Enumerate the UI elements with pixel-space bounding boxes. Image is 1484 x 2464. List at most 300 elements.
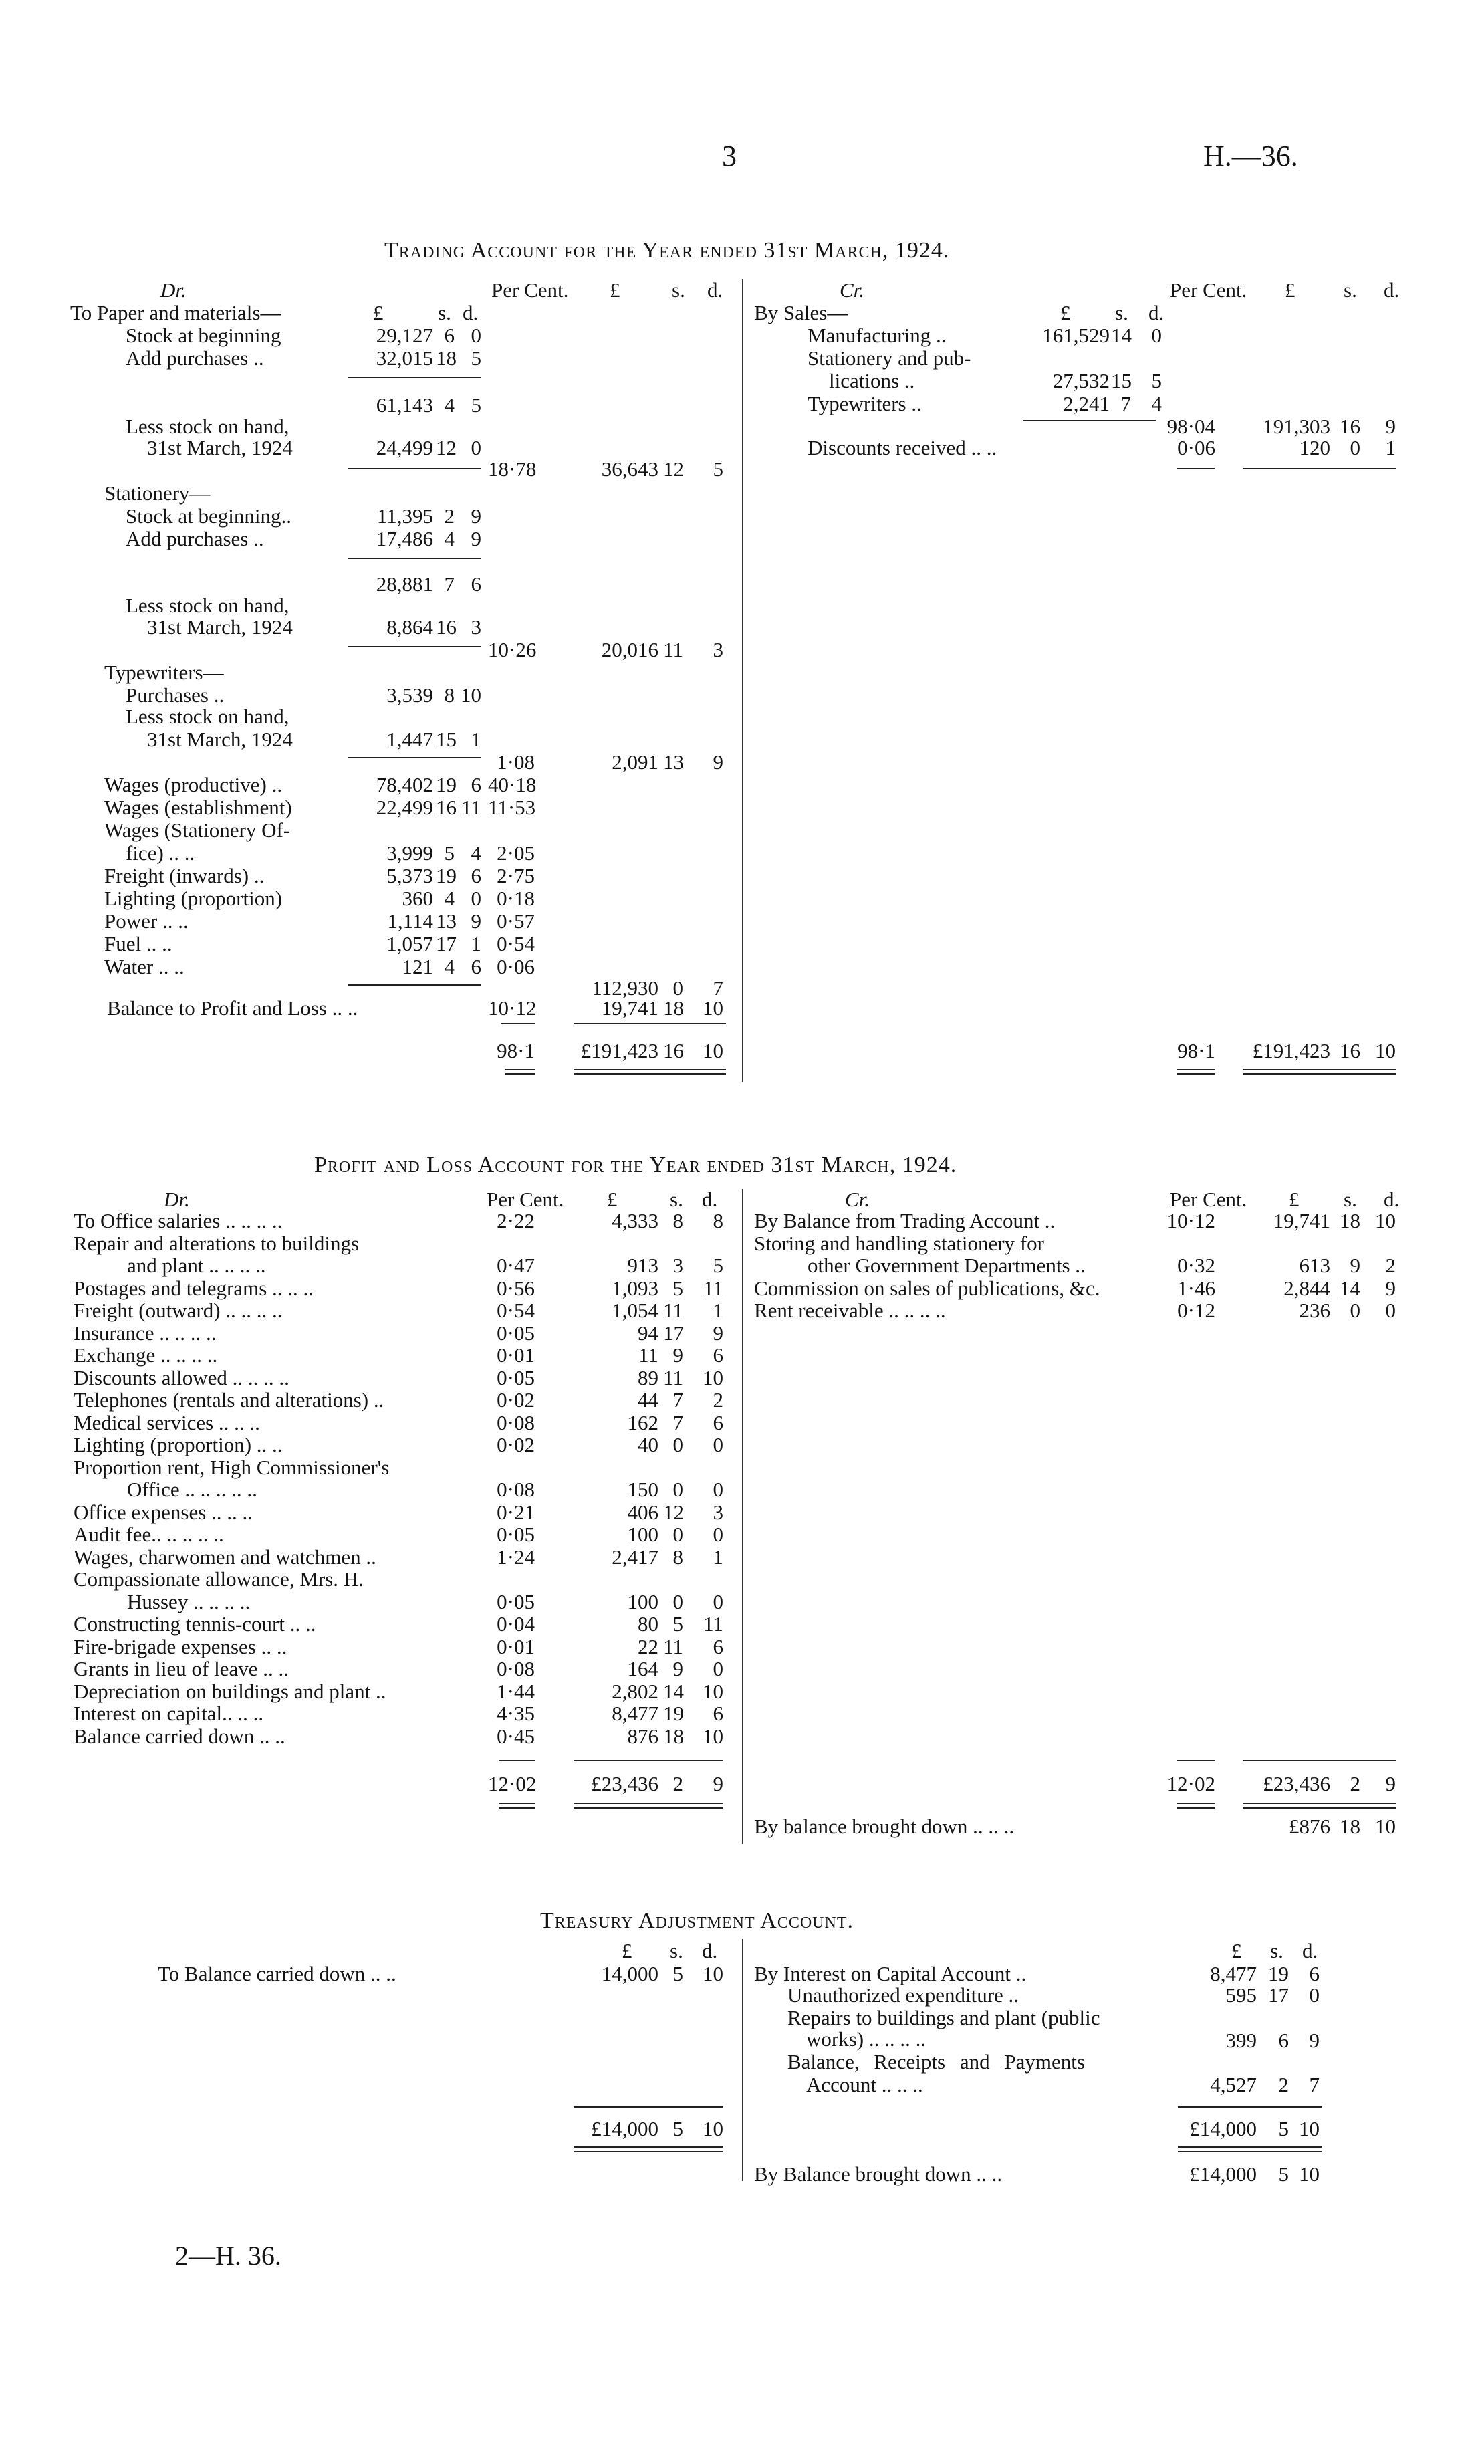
amount: 7 [444,572,455,596]
double-rule [1177,1803,1215,1809]
amount: £876 [1289,1815,1330,1838]
per-cent: 0·57 [497,909,535,933]
amount: 8,477 [1210,1962,1257,1985]
rule [501,1023,535,1024]
amount: 11 [663,1299,683,1322]
account-line-label-cont: Hussey .. .. .. .. [127,1589,251,1613]
amount: 80 [638,1612,658,1636]
amount: 6 [713,1634,723,1658]
amount: 2,417 [612,1545,658,1569]
per-cent: 98·04 [1166,415,1215,438]
shilling-header: s. [672,278,685,302]
sub-pound-header: £ [373,301,384,324]
amount: 161,529 [1042,324,1110,347]
amount: 17 [1268,1983,1289,2007]
total-amount: 5 [672,2117,683,2140]
amount: 16 [1340,415,1360,438]
amount: 1 [1385,436,1396,459]
per-cent: 1·46 [1177,1276,1215,1300]
amount: 0 [1350,1299,1360,1322]
sub-pence-header: d. [1148,301,1164,324]
amount: 14 [663,1679,684,1703]
account-line-label: To Office salaries .. .. .. .. [74,1209,283,1232]
power-label: Power .. .. [104,909,189,933]
amount: 8,864 [386,615,433,639]
amount: 94 [638,1321,658,1345]
amount: 0 [713,1589,723,1613]
per-cent-header: Per Cent. [487,1188,564,1211]
per-cent-header: Per Cent. [491,278,569,302]
amount: 29,127 [376,324,433,347]
amount: 164 [627,1657,658,1680]
amount: 0 [672,1523,683,1546]
per-cent: 0·01 [497,1634,535,1658]
amount: 2,091 [612,750,658,774]
interest-on-capital-label: By Interest on Capital Account .. [754,1962,1027,1985]
account-line-label: Lighting (proportion) .. .. [74,1433,283,1456]
amount: 5 [672,1276,683,1300]
amount: 0 [1151,324,1162,347]
pence-header: d. [1384,278,1400,302]
amount: 10 [1375,1815,1396,1838]
amount: 1 [471,727,481,751]
account-line-label: Exchange .. .. .. .. [74,1343,218,1367]
amount: 1,054 [612,1299,658,1322]
less-stock-date: 31st March, 1924 [147,727,293,751]
amount: 0 [1309,1983,1320,2007]
amount: 19 [436,864,457,887]
total-amount: 10 [703,1039,723,1062]
treasury-divider [742,1939,743,2181]
rule [1243,1760,1396,1761]
amount: 61,143 [376,393,433,417]
per-cent: 0·45 [497,1724,535,1748]
rule [348,757,481,758]
amount: 12 [663,457,684,481]
amount: 3 [713,638,723,661]
account-line-label: Medical services .. .. .. [74,1410,260,1434]
page-signature: 2—H. 36. [175,2241,281,2271]
account-line-label: Repair and alterations to buildings [74,1231,360,1255]
amount: 2,844 [1283,1276,1330,1300]
amount: 17,486 [376,527,433,550]
per-cent: 4·35 [497,1702,535,1725]
per-cent: 0·06 [497,955,535,978]
add-purchases-label: Add purchases .. [126,346,264,370]
amount: 9 [471,504,481,528]
amount: 19 [1268,1962,1289,1985]
sub-shilling-header: s. [438,301,451,324]
rule [1178,2106,1322,2108]
total-amount: £23,436 [1263,1772,1330,1795]
amount: 2 [1385,1254,1396,1277]
paper-materials-heading: To Paper and materials— [70,301,281,324]
amount: 11 [703,1612,723,1636]
document-reference: H.—36. [1203,140,1298,173]
pence-header: d. [1302,1939,1318,1963]
amount: 150 [627,1478,658,1501]
account-line-label-cont: other Government Departments .. [808,1254,1086,1277]
unauthorized-expenditure-label: Unauthorized expenditure .. [787,1983,1019,2007]
per-cent: 2·22 [497,1209,535,1232]
amount: 8 [672,1545,683,1569]
amount: 4 [444,393,455,417]
amount: 0 [672,1433,683,1456]
amount: 5 [713,457,723,481]
rule [1023,420,1156,421]
amount: 2,241 [1063,392,1110,415]
stationery-stock-begin: Stock at beginning.. [126,504,291,528]
per-cent: 2·75 [497,864,535,887]
rule [348,646,481,647]
sales-manufacturing: Manufacturing .. [808,324,947,347]
amount: 7 [713,976,723,1000]
total-amount: 10 [1299,2117,1320,2140]
amount: 1,447 [386,727,433,751]
rule [1177,468,1215,469]
profit-loss-divider [742,1189,743,1844]
per-cent: 0·08 [497,1657,535,1680]
per-cent: 10·12 [1166,1209,1215,1232]
amount: 9 [713,1321,723,1345]
amount: 2 [1278,2073,1289,2096]
per-cent: 1·24 [497,1545,535,1569]
pound-header: £ [622,1939,632,1963]
total-amount: 10 [703,2117,723,2140]
amount: 2 [444,504,455,528]
amount: 18 [1340,1209,1360,1232]
amount: 0 [713,1478,723,1501]
rule [499,1760,535,1761]
treasury-title: Treasury Adjustment Account. [540,1908,854,1933]
amount: 13 [663,750,684,774]
amount: 10 [1375,1209,1396,1232]
double-rule [1243,1803,1396,1809]
account-line-label: Insurance .. .. .. .. [74,1321,217,1345]
amount: 6 [471,572,481,596]
amount: 8 [672,1209,683,1232]
shilling-header: s. [1344,1188,1357,1211]
amount: 120 [1299,436,1330,459]
amount: 36,643 [601,457,658,481]
amount: 913 [627,1254,658,1277]
pence-header: d. [702,1939,718,1963]
amount: 18 [663,1724,684,1748]
shilling-header: s. [1270,1939,1283,1963]
stationery-heading: Stationery— [104,481,211,505]
amount: 11 [703,1276,723,1300]
total-amount: 10 [1375,1039,1396,1062]
amount: 7 [1120,392,1131,415]
account-line-label-cont: Office .. .. .. .. .. [127,1478,257,1501]
balance-receipts-payments-label: Balance, Receipts and Payments [787,2050,1085,2074]
amount: 399 [1225,2029,1257,2052]
sales-stationery: Stationery and pub- [808,346,971,370]
amount: 9 [1309,2029,1320,2052]
fuel-label: Fuel .. .. [104,932,172,956]
less-stock-label: Less stock on hand, [126,415,289,438]
amount: 11 [663,1634,683,1658]
amount: 4 [444,955,455,978]
amount: 6 [1278,2029,1289,2052]
repairs-label: Repairs to buildings and plant (public [787,2006,1100,2029]
amount: 5 [471,393,481,417]
pence-header: d. [702,1188,718,1211]
amount: 10 [1299,2162,1320,2186]
amount: 0 [471,324,481,347]
amount: 15 [436,727,457,751]
amount: 5 [672,1612,683,1636]
amount: 19,741 [1273,1209,1330,1232]
shilling-header: s. [670,1939,683,1963]
per-cent: 0·02 [497,1388,535,1412]
account-line-label: Postages and telegrams .. .. .. [74,1276,314,1300]
total-amount: 16 [1340,1039,1360,1062]
amount: 1,114 [387,909,433,933]
amount: 6 [471,864,481,887]
per-cent: 10·12 [488,996,537,1020]
cr-label: Cr. [840,278,865,302]
amount: 8,477 [612,1702,658,1725]
per-cent: 1·08 [497,750,535,774]
per-cent: 0·06 [1177,436,1215,459]
amount: 32,015 [376,346,433,370]
total-amount: £14,000 [591,2117,658,2140]
amount: 44 [638,1388,658,1412]
double-rule [574,2146,723,2152]
double-rule [574,1069,726,1075]
sub-shilling-header: s. [1115,301,1128,324]
amount: 9 [1385,1276,1396,1300]
amount: 613 [1299,1254,1330,1277]
amount: 0 [713,1433,723,1456]
amount: 11 [663,1365,683,1389]
balance-brought-down-label: By balance brought down .. .. .. [754,1815,1015,1838]
sales-heading: By Sales— [754,301,848,324]
amount: 17 [436,932,457,956]
amount: 8 [444,683,455,707]
amount: 78,402 [376,773,433,796]
total-amount: £23,436 [591,1772,658,1795]
amount: 11,395 [376,504,433,528]
amount: 10 [703,1679,723,1703]
amount: 1,093 [612,1276,658,1300]
balance-receipts-payments-label-cont: Account .. .. .. [806,2073,923,2096]
less-stock-date: 31st March, 1924 [147,436,293,459]
rule [348,468,481,469]
amount: 1 [713,1299,723,1322]
per-cent: 0·05 [497,1523,535,1546]
page-number: 3 [722,140,737,173]
rule [574,2106,723,2108]
account-line-label: Constructing tennis-court .. .. [74,1612,316,1636]
amount: 3 [471,615,481,639]
amount: 6 [713,1410,723,1434]
per-cent-header: Per Cent. [1170,1188,1247,1211]
per-cent: 0·56 [497,1276,535,1300]
amount: 6 [713,1702,723,1725]
amount: 15 [1111,369,1132,393]
amount: 876 [627,1724,658,1748]
double-rule [1243,1069,1396,1075]
amount: 16 [436,796,457,819]
amount: 20,016 [601,638,658,661]
amount: 162 [627,1410,658,1434]
amount: 9 [471,909,481,933]
dr-label: Dr. [164,1188,190,1211]
amount: 9 [672,1657,683,1680]
amount: 9 [1350,1254,1360,1277]
total-amount: 9 [713,1772,723,1795]
sub-pound-header: £ [1060,301,1071,324]
amount: 5 [444,841,455,865]
double-rule [1177,1069,1215,1075]
amount: 100 [627,1523,658,1546]
amount: 6 [471,955,481,978]
rule [1243,468,1396,469]
amount: 0 [471,436,481,459]
amount: 191,303 [1263,415,1330,438]
less-stock-label: Less stock on hand, [126,594,289,617]
amount: 6 [444,324,455,347]
amount: 4 [444,527,455,550]
amount: 10 [703,1724,723,1748]
amount: 19,741 [601,996,658,1020]
pence-header: d. [707,278,723,302]
account-line-label: Fire-brigade expenses .. .. [74,1634,287,1658]
total-amount: 2 [1350,1772,1360,1795]
trading-account-title: Trading Account for the Year ended 31st March, 1924. [384,238,950,263]
amount: 11 [461,796,481,819]
amount: 28,881 [376,572,433,596]
double-rule [1178,2146,1322,2152]
amount: 9 [471,527,481,550]
amount: 406 [627,1500,658,1524]
total-per-cent: 12·02 [1166,1772,1215,1795]
amount: 22,499 [376,796,433,819]
pound-header: £ [1231,1939,1242,1963]
rule [574,1760,723,1761]
amount: 12 [436,436,457,459]
total-per-cent: 12·02 [488,1772,537,1795]
per-cent: 0·54 [497,1299,535,1322]
total-amount: £14,000 [1189,2117,1257,2140]
sub-pence-header: d. [463,301,479,324]
account-line-label: Audit fee.. .. .. .. .. [74,1523,224,1546]
sales-stationery-cont: lications .. [829,369,915,393]
amount: 27,532 [1052,369,1110,393]
amount: 10 [703,1365,723,1389]
wages-stationery-label-cont: fice) .. .. [126,841,195,865]
rule [348,377,481,378]
amount: 5 [713,1254,723,1277]
amount: 4 [1151,392,1162,415]
amount: 5 [471,346,481,370]
per-cent: 0·05 [497,1365,535,1389]
amount: 112,930 [592,976,658,1000]
account-line-label: Discounts allowed .. .. .. .. [74,1365,289,1389]
account-line-label: Depreciation on buildings and plant .. [74,1679,386,1703]
amount: 4 [444,887,455,910]
amount: 14,000 [601,1962,658,1985]
amount: 12 [663,1500,684,1524]
account-line-label: Proportion rent, High Commissioner's [74,1455,390,1479]
account-line-label: Freight (outward) .. .. .. .. [74,1299,283,1322]
rule [348,984,481,986]
lighting-label: Lighting (proportion) [104,887,283,910]
less-stock-label: Less stock on hand, [126,705,289,728]
per-cent-header: Per Cent. [1170,278,1247,302]
per-cent: 0·21 [497,1500,535,1524]
wages-establishment-label: Wages (establishment) [104,796,292,819]
amount: 24,499 [376,436,433,459]
amount: 0 [713,1523,723,1546]
amount: 7 [672,1410,683,1434]
stationery-add-purchases: Add purchases .. [126,527,264,550]
total-amount: 16 [663,1039,684,1062]
amount: 4,527 [1210,2073,1257,2096]
amount: 9 [713,750,723,774]
less-stock-date: 31st March, 1924 [147,615,293,639]
per-cent: 10·26 [488,638,537,661]
amount: £14,000 [1189,2162,1257,2186]
per-cent: 1·44 [497,1679,535,1703]
amount: 5,373 [386,864,433,887]
amount: 40 [638,1433,658,1456]
amount: 6 [1309,1962,1320,1985]
amount: 16 [436,615,457,639]
balance-carried-down-label: To Balance carried down .. .. [158,1962,396,1985]
amount: 18 [663,996,684,1020]
balance-to-pl-label: Balance to Profit and Loss .. .. [107,996,358,1020]
account-line-label: Office expenses .. .. .. [74,1500,253,1524]
per-cent: 0·47 [497,1254,535,1277]
amount: 8 [713,1209,723,1232]
shilling-header: s. [1344,278,1357,302]
amount: 0 [471,887,481,910]
account-line-label: Wages, charwomen and watchmen .. [74,1545,376,1569]
dr-label: Dr. [160,278,187,302]
amount: 100 [627,1589,658,1613]
amount: 3 [713,1500,723,1524]
pound-header: £ [1289,1188,1300,1211]
amount: 0 [713,1657,723,1680]
account-line-label: Telephones (rentals and alterations) .. [74,1388,384,1412]
per-cent: 0·08 [497,1410,535,1434]
total-per-cent: 98·1 [1177,1039,1215,1062]
amount: 0 [1350,436,1360,459]
wages-productive-label: Wages (productive) .. [104,773,283,796]
per-cent: 40·18 [488,773,537,796]
per-cent: 0·32 [1177,1254,1215,1277]
amount: 5 [1151,369,1162,393]
total-amount: 9 [1385,1772,1396,1795]
per-cent: 0·02 [497,1433,535,1456]
sales-typewriters: Typewriters .. [808,392,922,415]
total-amount: £191,423 [1252,1039,1330,1062]
account-line-label: Commission on sales of publications, &c. [754,1276,1100,1300]
amount: 19 [663,1702,684,1725]
per-cent: 0·12 [1177,1299,1215,1322]
amount: 3,539 [386,683,433,707]
pound-header: £ [607,1188,618,1211]
account-line-label: Rent receivable .. .. .. .. [754,1299,946,1322]
per-cent: 0·04 [497,1612,535,1636]
typewriters-heading: Typewriters— [104,661,224,684]
typewriters-purchases: Purchases .. [126,683,225,707]
amount: 4 [471,841,481,865]
total-amount: 5 [1278,2117,1289,2140]
